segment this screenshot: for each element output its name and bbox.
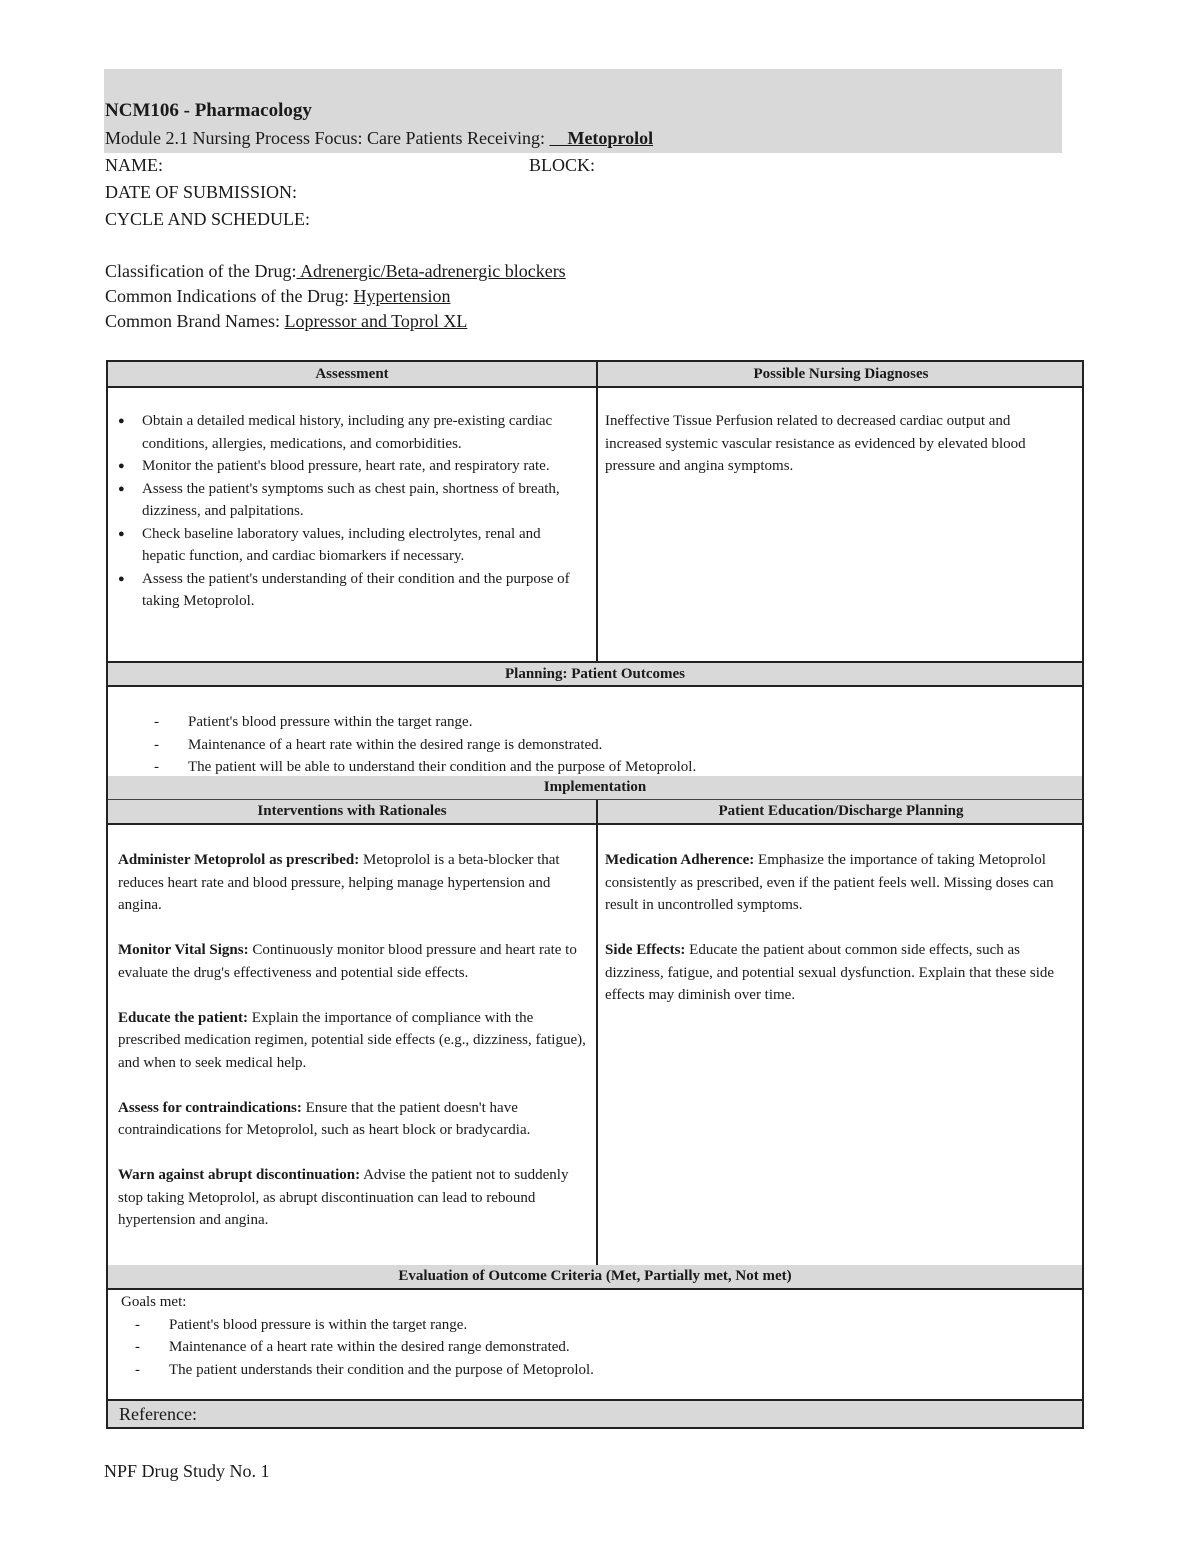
intervention-title: Administer Metoprolol as prescribed:	[118, 852, 360, 868]
diagnosis-text: Ineffective Tissue Perfusion related to decreased cardiac output and increased systemic vascular resistance as evidenced by elevated blood pressure and angina symptoms.	[605, 413, 1026, 474]
assessment-list	[108, 410, 584, 613]
assessment-item: ● Obtain a detailed medical history, including any pre-existing cardiac conditions, allergies, medications, and comorbidities.	[142, 410, 584, 455]
classification-label: Classification of the Drug:	[105, 261, 297, 281]
intervention-text: Continuously monitor blood pressure and heart rate to evaluate the drug's effectiveness and potential side effects.	[118, 942, 577, 981]
planning-item: - Patient's blood pressure within the target range.	[188, 711, 1068, 734]
goal-item: - The patient understands their condition and the purpose of Metoprolol.	[169, 1359, 1061, 1382]
cycle-schedule-label: CYCLE AND SCHEDULE:	[105, 209, 311, 229]
brands-label: Common Brand Names:	[105, 311, 285, 331]
interventions-cell	[118, 849, 588, 1254]
intervention-text: Ensure that the patient doesn't have contraindications for Metoprolol, such as heart block or bradycardia.	[118, 1099, 531, 1138]
education-item	[605, 939, 1065, 1007]
intervention-title: Warn against abrupt discontinuation:	[118, 1167, 361, 1183]
planning-list	[188, 711, 1068, 779]
education-item	[605, 849, 1065, 917]
brands-line	[105, 311, 467, 332]
assessment-header: Assessment	[315, 366, 389, 382]
interventions-header: Interventions with Rationales	[257, 803, 447, 819]
module-line	[105, 128, 709, 149]
divider	[108, 386, 1082, 388]
planning-item: - The patient will be able to understand their condition and the purpose of Metoprolol.	[188, 756, 1068, 779]
intervention-title: Educate the patient:	[118, 1009, 248, 1026]
assessment-item: ● Monitor the patient's blood pressure, heart rate, and respiratory rate.	[142, 455, 584, 478]
nursing-process-table	[106, 360, 1084, 1429]
column-divider	[596, 800, 598, 1265]
intervention	[118, 1007, 588, 1075]
indications-value: Hypertension	[353, 286, 451, 306]
education-header: Patient Education/Discharge Planning	[718, 803, 964, 819]
block-label: BLOCK:	[529, 155, 596, 175]
reference-label: Reference:	[119, 1404, 197, 1424]
footer-text: NPF Drug Study No. 1	[104, 1461, 270, 1481]
intervention	[118, 849, 588, 917]
name-label: NAME:	[105, 155, 163, 175]
intervention-text: Metoprolol is a beta-blocker that reduces heart rate and blood pressure, helping manage hypertension and angina.	[118, 852, 560, 913]
intervention	[118, 939, 588, 984]
education-item-text: Emphasize the importance of taking Metoprolol consistently as prescribed, even if the patient feels well. Missing doses can result in uncontrolled symptoms.	[605, 852, 1054, 913]
education-item-title: Medication Adherence:	[605, 852, 755, 868]
module-prefix: Module 2.1 Nursing Process Focus: Care Patients Receiving:	[105, 128, 550, 148]
planning-item: - Maintenance of a heart rate within the desired range is demonstrated.	[188, 734, 1068, 757]
diagnoses-header: Possible Nursing Diagnoses	[753, 366, 929, 382]
assessment-item: ● Assess the patient's symptoms such as chest pain, shortness of breath, dizziness, and palpitations.	[142, 478, 584, 523]
divider	[106, 1401, 108, 1427]
evaluation-cell	[121, 1291, 1061, 1381]
indications-label: Common Indications of the Drug:	[105, 286, 354, 306]
diagnosis-cell	[605, 410, 1065, 478]
intervention-title: Assess for contraindications:	[118, 1099, 302, 1116]
implementation-subheader-row	[108, 800, 1082, 823]
goals-list	[121, 1314, 1061, 1382]
drug-name: Metoprolol	[567, 128, 654, 148]
divider	[108, 1288, 1082, 1290]
classification-line	[105, 261, 566, 282]
evaluation-header: Evaluation of Outcome Criteria (Met, Partially met, Not met)	[108, 1265, 1082, 1288]
intervention-text: Advise the patient not to suddenly stop taking Metoprolol, as abrupt discontinuation can lead to rebound hypertension and angina.	[118, 1167, 569, 1228]
education-item-title: Side Effects:	[605, 942, 686, 958]
brands-value: Lopressor and Toprol XL	[284, 311, 468, 331]
implementation-header: Implementation	[108, 776, 1082, 799]
indications-line	[105, 286, 450, 307]
education-item-text: Educate the patient about common side effects, such as dizziness, fatigue, and potential sexual dysfunction. Explain that these side effects may diminish over time.	[605, 942, 1055, 1003]
intervention-text: Explain the importance of compliance with the prescribed medication regimen, potential side effects (e.g., dizziness, fatigue), and when to seek medical help.	[118, 1009, 586, 1071]
assessment-header-row	[108, 362, 1082, 386]
assessment-item: ● Assess the patient's understanding of their condition and the purpose of taking Metoprolol.	[142, 568, 584, 613]
assessment-item: ● Check baseline laboratory values, including electrolytes, renal and hepatic function, and cardiac biomarkers if necessary.	[142, 523, 584, 568]
course-title: NCM106 - Pharmacology	[105, 100, 312, 121]
divider	[108, 823, 1082, 825]
planning-cell	[188, 711, 1068, 779]
classification-value: Adrenergic/Beta-adrenergic blockers	[296, 261, 566, 281]
assessment-cell	[108, 410, 596, 613]
reference-row	[108, 1401, 1082, 1427]
goals-label: Goals met:	[121, 1294, 187, 1310]
goal-item: - Maintenance of a heart rate within the desired range demonstrated.	[169, 1336, 1061, 1359]
divider	[108, 685, 1082, 687]
intervention	[118, 1097, 588, 1142]
education-cell	[605, 849, 1065, 1029]
planning-header: Planning: Patient Outcomes	[108, 663, 1082, 685]
intervention	[118, 1164, 588, 1232]
goal-item: - Patient's blood pressure is within the target range.	[169, 1314, 1061, 1337]
column-divider	[596, 362, 598, 661]
intervention-title: Monitor Vital Signs:	[118, 942, 249, 958]
date-of-submission-label: DATE OF SUBMISSION:	[105, 182, 298, 202]
